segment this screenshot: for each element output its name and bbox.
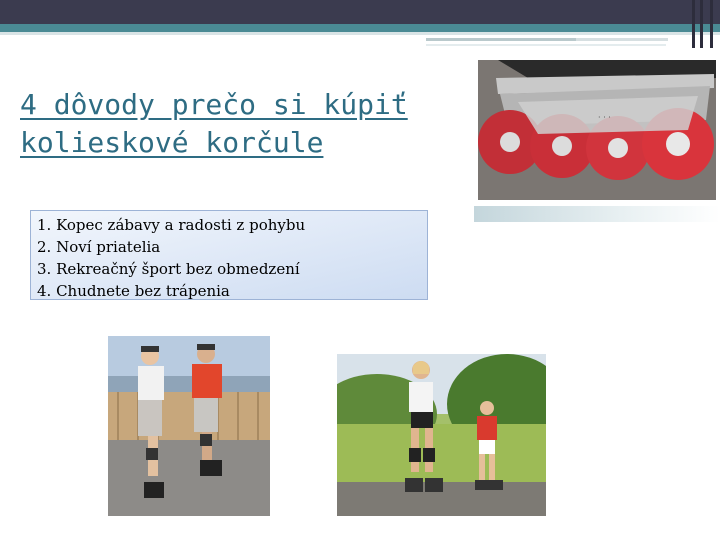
header-accent-stripe (0, 24, 720, 32)
header-bar (0, 0, 720, 24)
header-light-stripe (0, 32, 720, 35)
corner-decoration (690, 0, 720, 48)
decorative-line (576, 38, 668, 41)
inline-skate-photo (478, 60, 716, 200)
photo-shadow (474, 206, 720, 222)
skaters-photo (108, 336, 270, 516)
reasons-list (30, 210, 428, 300)
list-item: 2. Noví priatelia (37, 238, 161, 256)
list-item: 3. Rekreačný šport bez obmedzení (37, 260, 300, 278)
decorative-line (426, 44, 666, 46)
list-item: 4. Chudnete bez trápenia (37, 282, 230, 300)
title-line-1: 4 dôvody prečo si kúpiť (20, 88, 408, 121)
svg-text:· · ·: · · · (598, 113, 611, 122)
title-line-2: kolieskové korčule (20, 126, 324, 159)
decorative-line (426, 38, 576, 41)
family-skating-photo (337, 354, 546, 516)
slide-title (20, 86, 470, 162)
list-item: 1. Kopec zábavy a radosti z pohybu (37, 216, 306, 234)
